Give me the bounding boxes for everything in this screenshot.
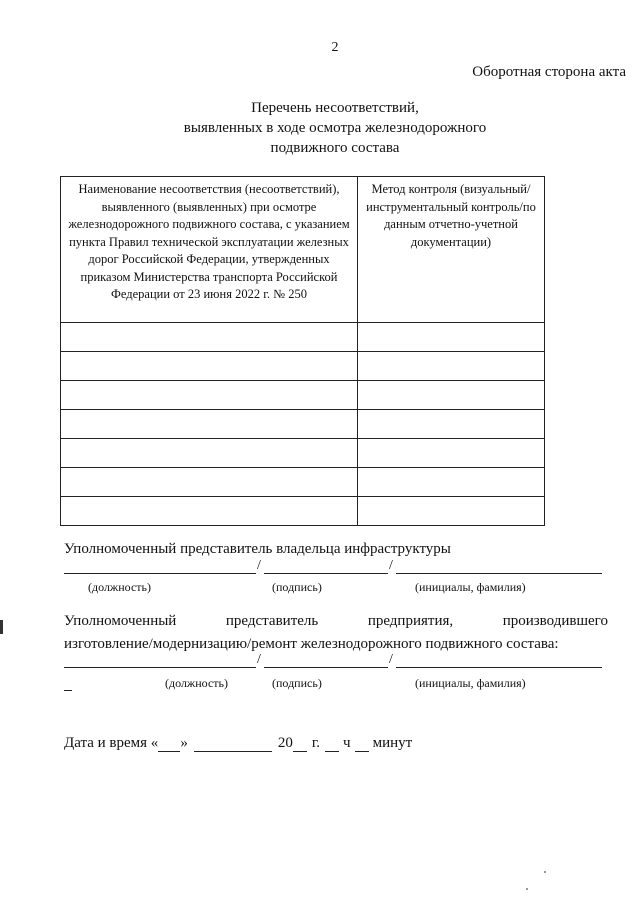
nonconformity-cell[interactable] (61, 497, 358, 526)
scan-edge-mark (0, 620, 3, 634)
separator-slash: / (257, 652, 261, 667)
page-number: 2 (331, 40, 339, 55)
title-line-1: Перечень несоответствий, (251, 100, 419, 116)
minute-label: минут (372, 735, 413, 751)
nonconformity-cell[interactable] (61, 381, 358, 410)
day-field[interactable] (158, 737, 180, 752)
manufacturer-heading-line2: изготовление/модернизацию/ремонт железнодорожного подвижного состава: (64, 636, 559, 652)
sig1-signature-line[interactable] (264, 573, 388, 574)
control-method-cell[interactable] (358, 352, 545, 381)
control-method-cell[interactable] (358, 497, 545, 526)
table-row (61, 468, 545, 497)
heading-word: представитель (225, 613, 319, 629)
year-field[interactable] (293, 737, 307, 752)
heading-word: Уполномоченный (64, 613, 177, 629)
minute-field[interactable] (355, 737, 369, 752)
header-nonconformity-name: Наименование несоответствия (несоответствий), выявленного (выявленных) при осмотре железнодорожного подвижного состава, с указанием пункта Правил технической эксплуатации железных дорог Российской Федерации, утвержденных приказом Министерства транспорта Российской Федерации от 23 июня 2022 г. № 250 (61, 177, 358, 323)
date-close-quote: » (180, 735, 188, 751)
scan-speck (544, 871, 546, 873)
sig1-signature-caption: (подпись) (272, 580, 322, 594)
stray-dash (64, 690, 72, 691)
nonconformity-cell[interactable] (61, 352, 358, 381)
control-method-cell[interactable] (358, 323, 545, 352)
sig1-name-line[interactable] (396, 573, 602, 574)
year-suffix: г. (311, 735, 321, 751)
sig2-position-caption: (должность) (165, 676, 228, 690)
sig1-position-caption: (должность) (88, 580, 151, 594)
date-prefix: Дата и время « (64, 735, 159, 751)
separator-slash: / (389, 558, 393, 573)
heading-word: производившего (502, 613, 608, 629)
control-method-cell[interactable] (358, 410, 545, 439)
month-field[interactable] (194, 737, 272, 752)
manufacturer-heading-line1 (64, 613, 608, 630)
title-line-3: подвижного состава (270, 140, 400, 156)
table-header-row (61, 177, 545, 323)
nonconformity-cell[interactable] (61, 323, 358, 352)
heading-word: предприятия, (367, 613, 454, 629)
title-line-2: выявленных в ходе осмотра железнодорожного (183, 120, 487, 136)
year-prefix: 20 (277, 735, 293, 751)
table-row (61, 381, 545, 410)
table-row (61, 439, 545, 468)
control-method-cell[interactable] (358, 381, 545, 410)
separator-slash: / (257, 558, 261, 573)
nonconformity-cell[interactable] (61, 410, 358, 439)
sig2-name-line[interactable] (396, 667, 602, 668)
table-row (61, 323, 545, 352)
header-control-method: Метод контроля (визуальный/инструментальный контроль/по данным отчетно-учетной документации) (358, 177, 545, 323)
document-title (0, 98, 640, 158)
nonconformity-cell[interactable] (61, 468, 358, 497)
table-row (61, 352, 545, 381)
sig2-signature-caption: (подпись) (272, 676, 322, 690)
control-method-cell[interactable] (358, 468, 545, 497)
sig2-signature-line[interactable] (264, 667, 388, 668)
sig1-name-caption: (инициалы, фамилия) (415, 580, 526, 594)
sig2-name-caption: (инициалы, фамилия) (415, 676, 526, 690)
table-row (61, 410, 545, 439)
separator-slash: / (389, 652, 393, 667)
hour-label: ч (343, 735, 351, 751)
sig2-position-line[interactable] (64, 667, 256, 668)
control-method-cell[interactable] (358, 439, 545, 468)
scan-speck (526, 888, 528, 890)
nonconformity-table (60, 176, 545, 526)
hour-field[interactable] (325, 737, 339, 752)
nonconformity-cell[interactable] (61, 439, 358, 468)
table-row (61, 497, 545, 526)
document-side-label: Оборотная сторона акта (472, 64, 626, 80)
date-time-line (64, 735, 412, 752)
sig1-position-line[interactable] (64, 573, 256, 574)
infrastructure-owner-heading: Уполномоченный представитель владельца инфраструктуры (64, 541, 451, 557)
